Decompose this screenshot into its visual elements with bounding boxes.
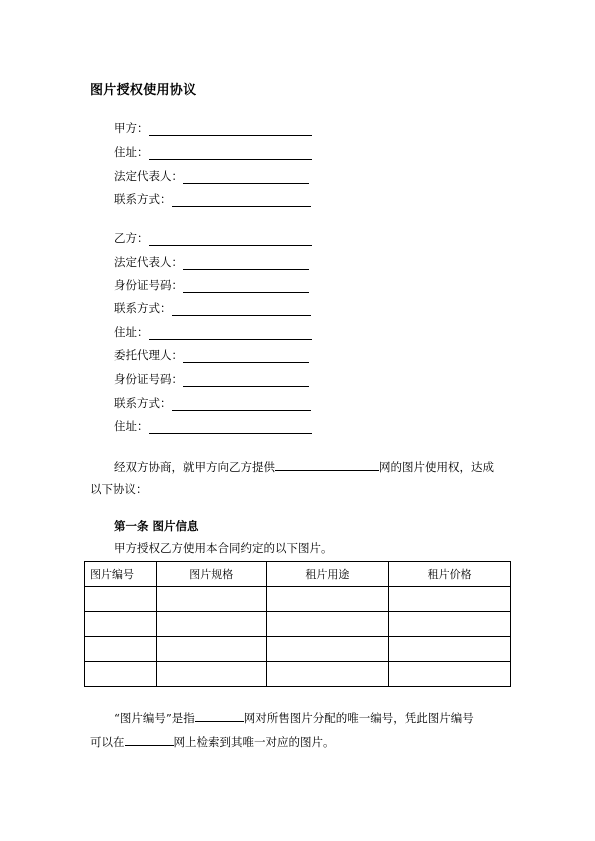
party-a-legal-rep-blank[interactable] (183, 170, 309, 184)
table-row (85, 587, 511, 612)
party-a-address-blank[interactable] (149, 146, 312, 160)
party-b-address-field (114, 324, 312, 340)
party-a-name-field (114, 120, 312, 136)
column-header-rental-price: 租片价格 (389, 562, 511, 587)
party-a-contact-field (114, 191, 311, 207)
party-a-legal-rep-field (114, 168, 309, 184)
table-cell[interactable] (156, 662, 266, 687)
picture-info-table (84, 561, 511, 687)
definition-website-blank-1[interactable] (195, 709, 244, 722)
party-b-legal-rep-field (114, 254, 309, 270)
party-b-id-label: 身份证号码： (114, 278, 183, 292)
party-b-agent-label: 委托代理人： (114, 348, 183, 362)
party-b-legal-rep-blank[interactable] (183, 256, 309, 270)
table-cell[interactable] (266, 612, 389, 637)
party-a-name-blank[interactable] (149, 122, 312, 136)
party-b-agent-address-field (114, 418, 312, 434)
party-b-agent-blank[interactable] (183, 349, 309, 363)
party-b-id-field (114, 277, 309, 293)
intro-website-blank[interactable] (275, 458, 379, 471)
table-cell[interactable] (389, 612, 511, 637)
party-b-address-label: 住址： (114, 325, 149, 339)
table-row (85, 612, 511, 637)
party-b-agent-contact-label: 联系方式： (114, 396, 172, 410)
intro-text-1: 经双方协商，就甲方向乙方提供 (114, 460, 275, 474)
table-cell[interactable] (266, 587, 389, 612)
table-row (85, 662, 511, 687)
intro-text-2: 网的图片使用权，达成 (379, 460, 494, 474)
table-cell[interactable] (266, 662, 389, 687)
table-cell[interactable] (85, 662, 157, 687)
definition-text-1: “图片编号”是指 (114, 711, 195, 725)
party-a-address-field (114, 144, 312, 160)
party-b-contact-label: 联系方式： (114, 301, 172, 315)
party-a-contact-blank[interactable] (172, 193, 311, 207)
party-b-agent-contact-field (114, 395, 311, 411)
party-b-agent-id-label: 身份证号码： (114, 372, 183, 386)
party-a-address-label: 住址： (114, 145, 149, 159)
article-1-heading: 第一条 图片信息 (114, 519, 199, 533)
intro-line-2: 以下协议： (90, 482, 148, 496)
table-cell[interactable] (85, 587, 157, 612)
party-b-name-blank[interactable] (149, 232, 312, 246)
party-b-agent-id-blank[interactable] (183, 373, 309, 387)
party-b-legal-rep-label: 法定代表人： (114, 255, 183, 269)
party-b-id-blank[interactable] (183, 279, 309, 293)
page-title: 图片授权使用协议 (90, 83, 197, 98)
party-a-legal-rep-label: 法定代表人： (114, 169, 183, 183)
party-b-agent-contact-blank[interactable] (172, 397, 311, 411)
column-header-picture-id: 图片编号 (85, 562, 157, 587)
definition-website-blank-2[interactable] (125, 733, 174, 746)
party-a-contact-label: 联系方式： (114, 192, 172, 206)
party-b-agent-address-blank[interactable] (149, 420, 312, 434)
definition-text-2: 网对所售图片分配的唯一编号，凭此图片编号 (243, 711, 474, 725)
party-b-name-field (114, 230, 312, 246)
article-1-description: 甲方授权乙方使用本合同约定的以下图片。 (114, 541, 333, 555)
table-cell[interactable] (389, 587, 511, 612)
intro-line-1 (114, 458, 494, 475)
table-row (85, 637, 511, 662)
party-b-address-blank[interactable] (149, 326, 312, 340)
table-cell[interactable] (389, 637, 511, 662)
definition-line-1 (114, 709, 474, 726)
party-b-contact-field (114, 300, 311, 316)
column-header-rental-purpose: 租片用途 (266, 562, 389, 587)
table-cell[interactable] (85, 612, 157, 637)
party-b-name-label: 乙方： (114, 231, 149, 245)
definition-line-2 (90, 733, 335, 750)
party-b-contact-blank[interactable] (172, 302, 311, 316)
definition-text-3: 可以在 (90, 735, 125, 749)
table-cell[interactable] (156, 612, 266, 637)
party-b-agent-id-field (114, 371, 309, 387)
table-cell[interactable] (266, 637, 389, 662)
table-cell[interactable] (156, 637, 266, 662)
party-b-agent-field (114, 347, 309, 363)
column-header-picture-spec: 图片规格 (156, 562, 266, 587)
table-cell[interactable] (85, 637, 157, 662)
definition-text-4: 网上检索到其唯一对应的图片。 (173, 735, 335, 749)
table-cell[interactable] (156, 587, 266, 612)
party-b-agent-address-label: 住址： (114, 419, 149, 433)
party-a-name-label: 甲方： (114, 121, 149, 135)
table-cell[interactable] (389, 662, 511, 687)
table-header-row (85, 562, 511, 587)
